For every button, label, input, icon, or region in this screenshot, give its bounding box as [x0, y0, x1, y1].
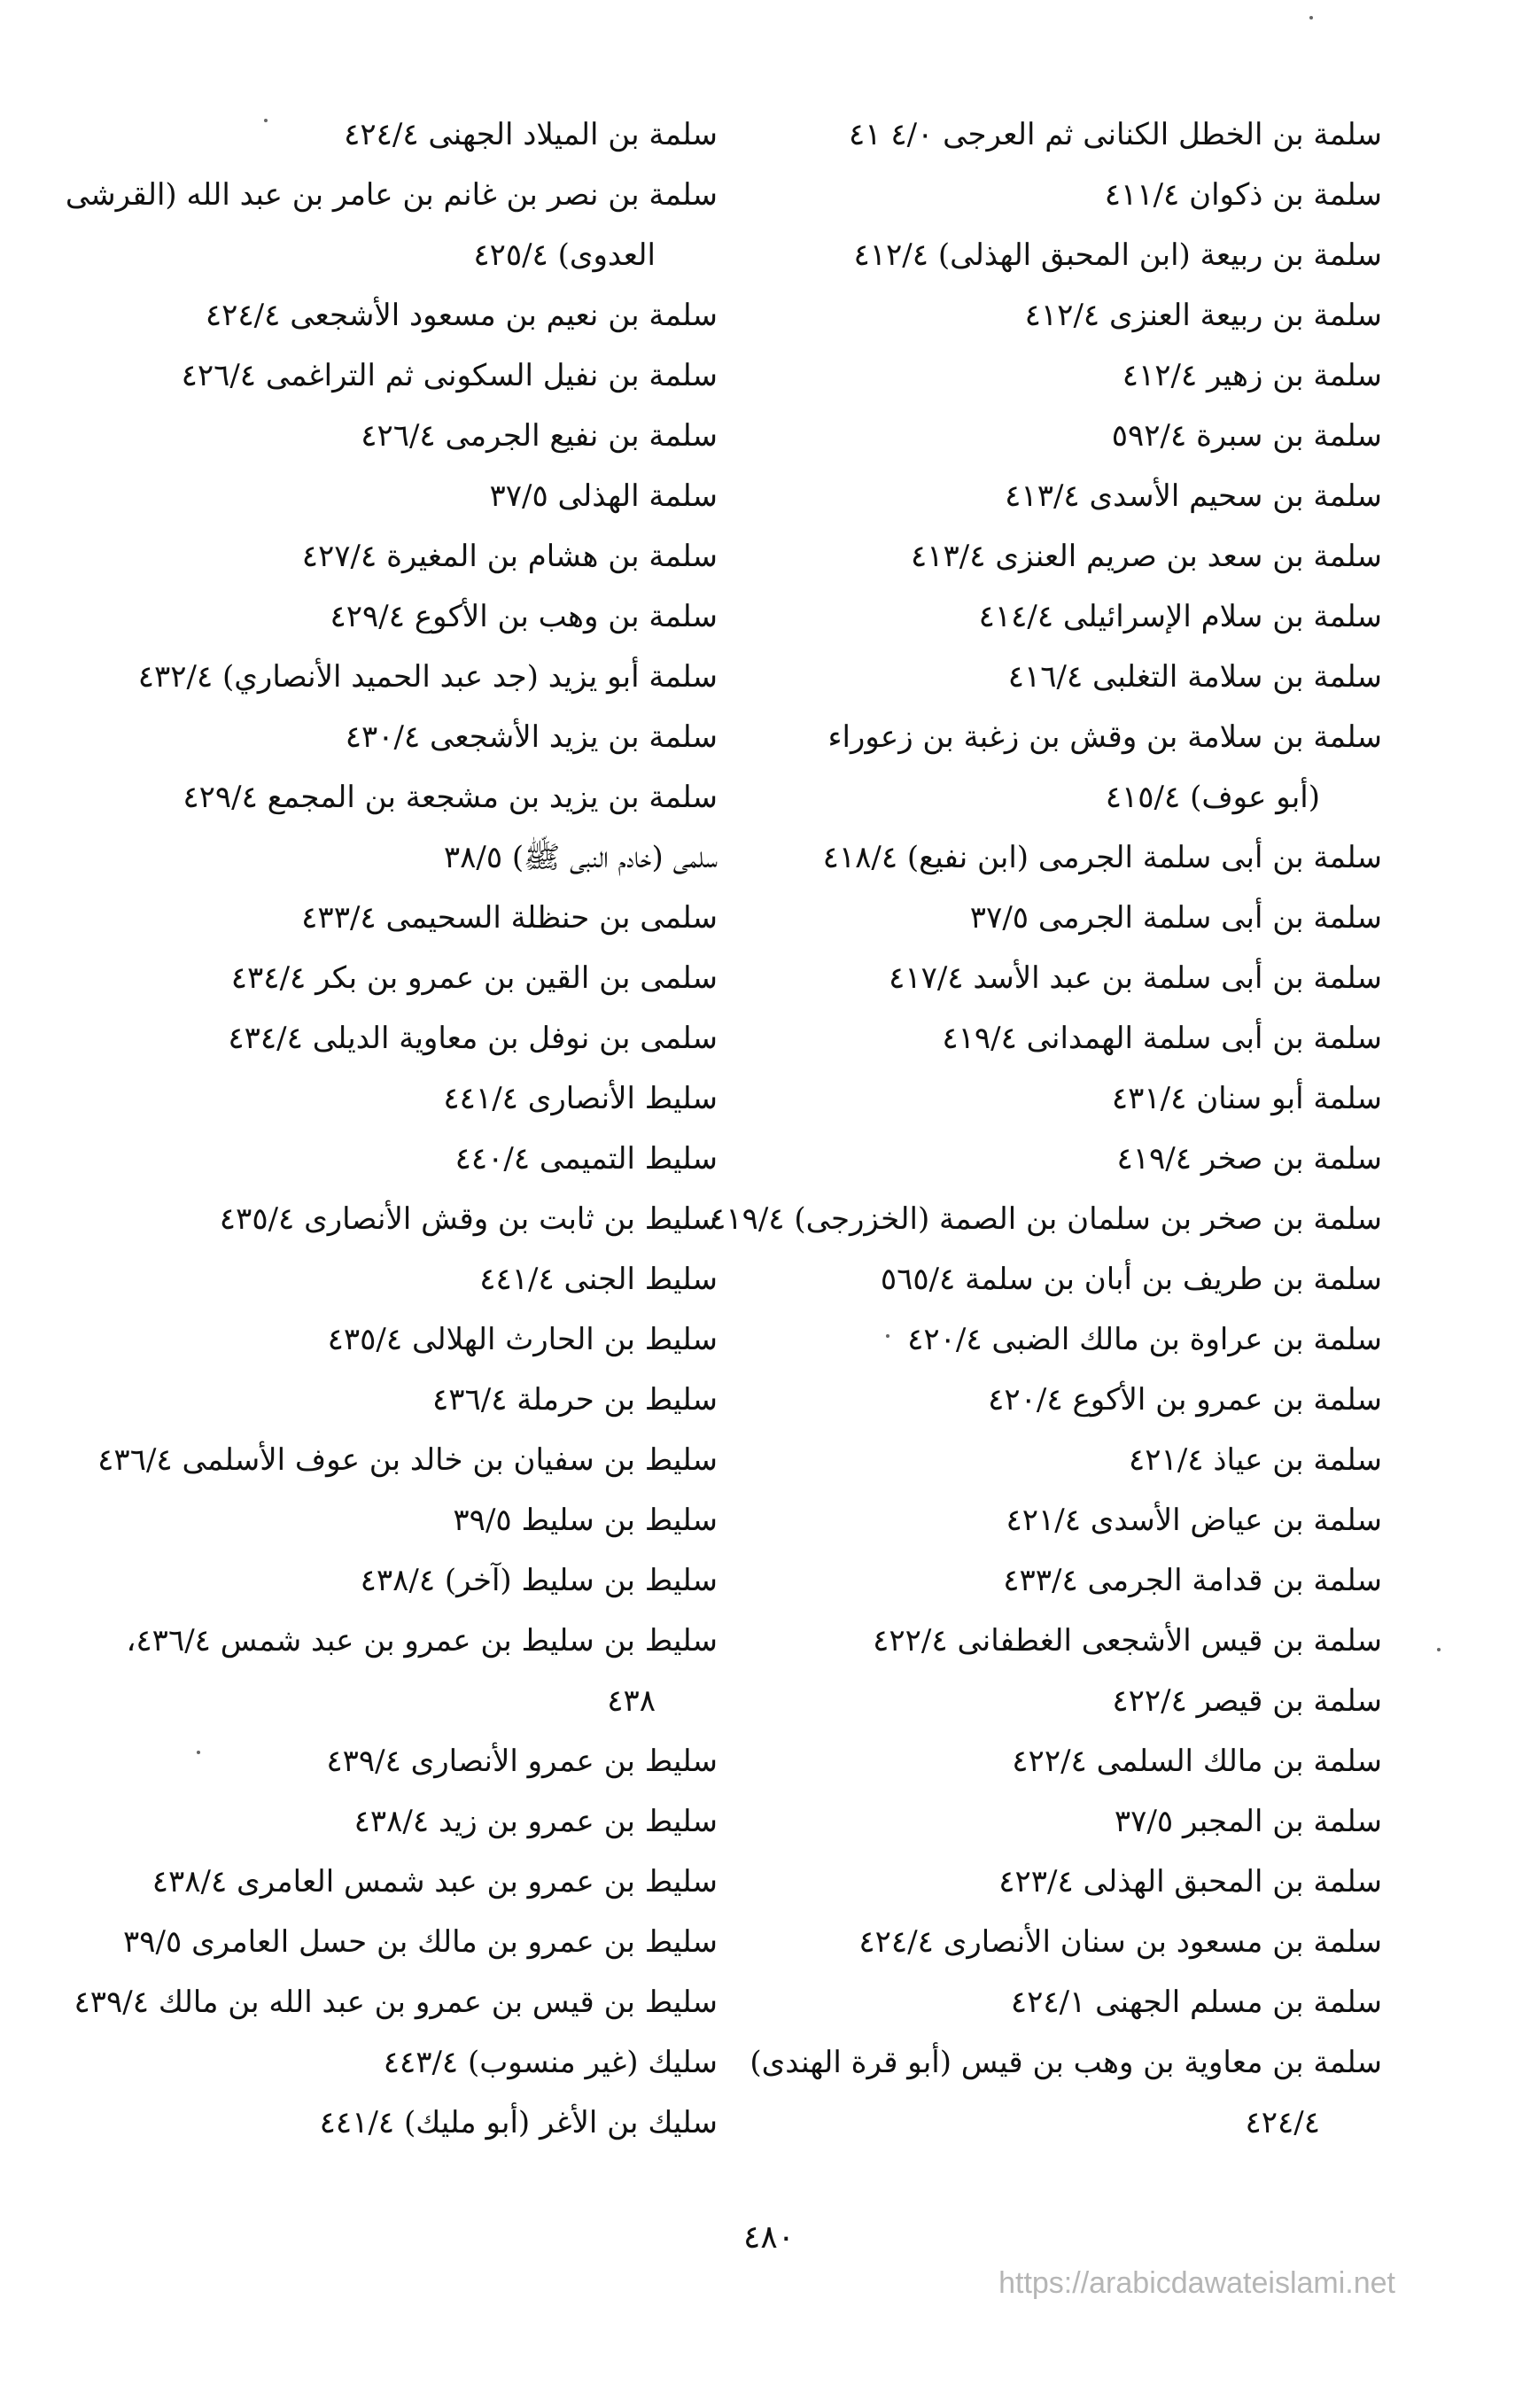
entry-text: سلمة بن سبرة ٥٩٢/٤ [1111, 418, 1382, 454]
entry-text: سلمة بن أبى سلمة الهمدانى ٤١٩/٤ [942, 1021, 1382, 1056]
index-entry [771, 466, 1382, 526]
index-entry [97, 1611, 718, 1731]
index-entry [97, 346, 718, 406]
index-entry [97, 1731, 718, 1791]
entry-text: سلمة بن نعيم بن مسعود الأشجعى ٤٢٤/٤ [205, 298, 718, 333]
index-entry [710, 1189, 1382, 1249]
index-entry [771, 1611, 1382, 1671]
index-entry [771, 406, 1382, 466]
entry-text: سلمة بن قيصر ٤٢٢/٤ [1112, 1683, 1382, 1719]
index-entry [97, 1791, 718, 1852]
index-entry [97, 888, 718, 948]
index-entry [771, 105, 1382, 165]
entry-text: سلمة بن نفيل السكونى ثم التراغمى ٤٢٦/٤ [181, 358, 718, 393]
entry-text: سلمى بن نوفل بن معاوية الديلى ٤٣٤/٤ [228, 1021, 718, 1056]
entry-text: سلمة بن يزيد الأشجعى ٤٣٠/٤ [345, 719, 718, 755]
entry-text: سلمة بن قيس الأشجعى الغطفانى ٤٢٢/٤ [873, 1623, 1382, 1658]
entry-text: سلمة بن عياض الأسدى ٤٢١/٤ [1006, 1503, 1382, 1538]
index-entry [771, 1430, 1382, 1490]
entry-continuation: (أبو عوف) ٤١٥/٤ [1105, 780, 1320, 815]
index-entry [771, 827, 1382, 888]
entry-text: سليط الجنى ٤٤١/٤ [479, 1262, 718, 1297]
index-entry [97, 1008, 718, 1068]
entry-text: سلمة بن نصر بن غانم بن عامر بن عبد الله (القرشى [65, 177, 718, 213]
entry-text: سلمة أبو سنان ٤٣١/٤ [1111, 1081, 1382, 1116]
index-column-left [65, 105, 718, 2153]
index-entry [97, 285, 718, 346]
entry-text: سليط بن عمرو بن مالك بن حسل العامرى ٣٩/٥ [123, 1924, 718, 1960]
scan-speck [197, 1751, 200, 1754]
index-entry [771, 1129, 1382, 1189]
index-column-right [710, 105, 1382, 2153]
index-entry [771, 285, 1382, 346]
index-entry [771, 1068, 1382, 1129]
entry-text: سليط بن عمرو بن زيد ٤٣٨/٤ [353, 1804, 718, 1839]
index-entry [771, 225, 1382, 285]
index-entry [97, 1068, 718, 1129]
entry-text: سلمة بن صخر بن سلمان بن الصمة (الخزرجى) ٤١٩/٤ [710, 1201, 1382, 1237]
entry-text: سلمة بن مسعود بن سنان الأنصارى ٤٢٤/٤ [858, 1924, 1382, 1960]
index-entry [97, 586, 718, 647]
index-entry [97, 647, 718, 707]
entry-text: سلمة بن الخطل الكنانى ثم العرجى ٤/٠ ٤١ [849, 117, 1382, 152]
index-entry [771, 346, 1382, 406]
index-entry [97, 466, 718, 526]
index-entry [97, 2032, 718, 2093]
entry-text: سلمة بن سحيم الأسدى ٤١٣/٤ [1005, 478, 1382, 514]
entry-text: سلمة بن سلامة التغلبى ٤١٦/٤ [1007, 659, 1382, 695]
entry-text: سلمة بن مسلم الجهنى ٤٢٤/١ [1010, 1985, 1382, 2020]
index-entry [771, 948, 1382, 1008]
entry-text: سليط بن سفيان بن خالد بن عوف الأسلمى ٤٣٦/٤ [97, 1442, 718, 1478]
scan-speck [886, 1334, 889, 1338]
index-entry [97, 1912, 718, 1972]
index-entry [65, 165, 718, 285]
index-entry [771, 586, 1382, 647]
entry-text: سلمة بن هشام بن المغيرة ٤٢٧/٤ [301, 539, 718, 574]
entry-text: سليط بن حرملة ٤٣٦/٤ [431, 1382, 718, 1418]
scan-speck [1309, 16, 1313, 19]
entry-text: سلمة بن عياذ ٤٢١/٤ [1129, 1442, 1382, 1478]
index-entry [771, 1791, 1382, 1852]
entry-text: سلمة بن ربيعة العنزى ٤١٢/٤ [1024, 298, 1382, 333]
entry-text: سلمة بن ذكوان ٤١١/٤ [1104, 177, 1382, 213]
index-entry [750, 2032, 1382, 2153]
watermark-url: https://arabicdawateislami.net [998, 2266, 1395, 2300]
entry-text: سليط بن الحارث الهلالى ٤٣٥/٤ [327, 1322, 718, 1357]
index-entry [97, 1490, 718, 1550]
entry-text: سليط بن سليط (آخر) ٤٣٨/٤ [360, 1563, 718, 1598]
entry-text: سليك بن الأغر (أبو مليك) ٤٤١/٤ [319, 2105, 718, 2140]
entry-text: سليك (غير منسوب) ٤٤٣/٤ [383, 2045, 718, 2080]
scan-speck [264, 119, 268, 122]
index-entry [771, 1671, 1382, 1731]
entry-text: سلمة بن مالك السلمى ٤٢٢/٤ [1012, 1744, 1382, 1779]
entry-text: سليط التميمى ٤٤٠/٤ [454, 1141, 718, 1177]
index-entry [771, 165, 1382, 225]
index-entry [97, 948, 718, 1008]
index-entry [771, 888, 1382, 948]
entry-text: سلمة بن سلام الإسرائيلى ٤١٤/٤ [978, 599, 1382, 634]
entry-text: سلمة بن عراوة بن مالك الضبى ٤٢٠/٤ [907, 1322, 1382, 1357]
index-entry [97, 2093, 718, 2153]
entry-text: سلمة بن ربيعة (ابن المحبق الهذلى) ٤١٢/٤ [853, 237, 1382, 273]
entry-text: سليط الأنصارى ٤٤١/٤ [443, 1081, 718, 1116]
index-entry [97, 1550, 718, 1611]
entry-text: سلمة بن نفيع الجرمى ٤٢٦/٤ [361, 418, 718, 454]
index-entry [771, 526, 1382, 586]
entry-text: سلمى بن حنظلة السحيمى ٤٣٣/٤ [301, 900, 718, 936]
entry-text: سلمة بن سلامة بن وقش بن زغبة بن زعوراء [827, 719, 1382, 755]
index-entry [97, 1309, 718, 1370]
index-entry [97, 1189, 718, 1249]
index-entry [97, 105, 718, 165]
entry-text: سلمة بن يزيد بن مشجعة بن المجمع ٤٢٩/٤ [183, 780, 718, 815]
index-entry [771, 647, 1382, 707]
index-entry [97, 1430, 718, 1490]
index-entry [97, 707, 718, 767]
index-entry [771, 1972, 1382, 2032]
index-entry [97, 1370, 718, 1430]
entry-text: سلمة بن أبى سلمة الجرمى ٣٧/٥ [969, 900, 1382, 936]
entry-text: سلمة بن صخر ٤١٩/٤ [1116, 1141, 1382, 1177]
entry-text: سلمة بن معاوية بن وهب بن قيس (أبو قرة الهندى) [750, 2045, 1382, 2080]
scan-speck [1437, 1648, 1441, 1651]
entry-text: سليط بن قيس بن عمرو بن عبد الله بن مالك ٤٣٩/٤ [74, 1985, 718, 2020]
entry-text: سلمة بن قدامة الجرمى ٤٣٣/٤ [1003, 1563, 1382, 1598]
entry-text: سلمى بن القين بن عمرو بن بكر ٤٣٤/٤ [230, 960, 718, 996]
index-entry [771, 1249, 1382, 1309]
entry-text: سلمة بن سعد بن صريم العنزى ٤١٣/٤ [911, 539, 1382, 574]
entry-text: سلمة بن المحبق الهذلى ٤٢٣/٤ [998, 1864, 1382, 1899]
entry-text: سلمة الهذلى ٣٧/٥ [489, 478, 718, 514]
entry-text: سلمة بن عمرو بن الأكوع ٤٢٠/٤ [988, 1382, 1382, 1418]
index-entry [97, 1249, 718, 1309]
entry-text: سلمة بن المجبر ٣٧/٥ [1114, 1804, 1382, 1839]
entry-text: سليط بن ثابت بن وقش الأنصارى ٤٣٥/٤ [219, 1201, 718, 1237]
index-entry [771, 1490, 1382, 1550]
entry-text: سليط بن سليط بن عمرو بن عبد شمس ٤٣٦/٤، [126, 1623, 718, 1658]
index-entry [97, 1129, 718, 1189]
index-entry [97, 406, 718, 466]
entry-text: سلمة بن طريف بن أبان بن سلمة ٥٦٥/٤ [880, 1262, 1382, 1297]
index-entry [97, 1852, 718, 1912]
index-entry [97, 767, 718, 827]
index-entry [74, 1972, 718, 2032]
index-entry [771, 1008, 1382, 1068]
index-entry [771, 1912, 1382, 1972]
page-number: ٤٨٠ [742, 2219, 795, 2256]
entry-continuation: العدوى) ٤٢٥/٤ [473, 237, 656, 273]
index-entry [97, 827, 718, 888]
index-entry [771, 1370, 1382, 1430]
index-entry [771, 1550, 1382, 1611]
entry-text: سليط بن سليط ٣٩/٥ [453, 1503, 718, 1538]
entry-text: سلمة بن وهب بن الأكوع ٤٢٩/٤ [330, 599, 718, 634]
entry-text: سلمة أبو يزيد (جد عبد الحميد الأنصاري) ٤٣٢/٤ [137, 659, 718, 695]
entry-text: سلمة بن أبى سلمة الجرمى (ابن نفيع) ٤١٨/٤ [822, 840, 1382, 875]
entry-text: سلمة بن زهير ٤١٢/٤ [1122, 358, 1382, 393]
entry-continuation: ٤٣٨ [607, 1683, 656, 1719]
entry-text: سلمى (خادم النبى ﷺ) ٣٨/٥ [443, 840, 718, 875]
entry-text: سلمة بن أبى سلمة بن عبد الأسد ٤١٧/٤ [889, 960, 1382, 996]
entry-continuation: ٤٢٤/٤ [1245, 2105, 1320, 2140]
index-entry [771, 1309, 1382, 1370]
entry-text: سلمة بن الميلاد الجهنى ٤٢٤/٤ [344, 117, 718, 152]
index-entry [771, 707, 1382, 827]
entry-text: سليط بن عمرو الأنصارى ٤٣٩/٤ [326, 1744, 718, 1779]
entry-text: سليط بن عمرو بن عبد شمس العامرى ٤٣٨/٤ [151, 1864, 718, 1899]
index-entry [771, 1852, 1382, 1912]
index-entry [97, 526, 718, 586]
index-entry [771, 1731, 1382, 1791]
